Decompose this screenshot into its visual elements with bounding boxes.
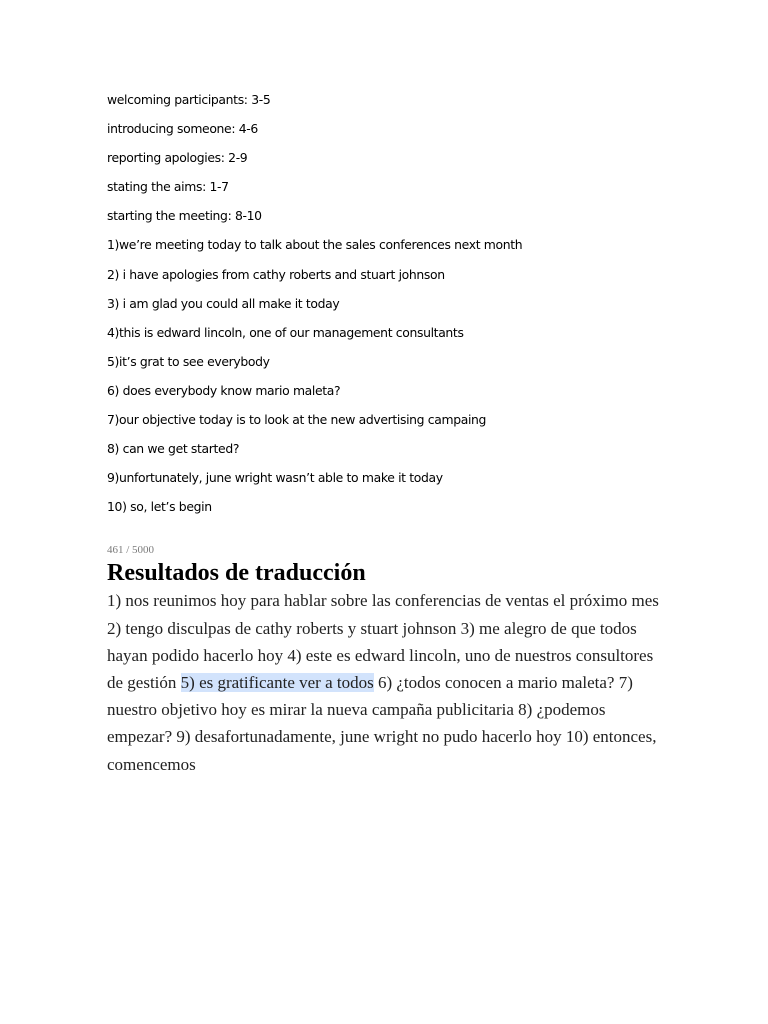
phrase-line-10: 10) so, let’s begin [107, 499, 212, 515]
translation-text-after: 6) ¿todos conocen a mario maleta? 7) nuestro objetivo hoy es mirar la nueva campaña publicitaria 8) ¿podemos empezar? 9) desafortunadamente, june wright no pudo hacerlo hoy 10) entonces, comencemos [107, 673, 657, 774]
phrase-line-7: 7)our objective today is to look at the new advertising campaing [107, 412, 487, 428]
highlighted-selection[interactable]: 5) es gratificante ver a todos [180, 673, 374, 693]
phrase-line-3: 3) i am glad you could all make it today [107, 295, 340, 311]
section-line-apologies: reporting apologies: 2-9 [107, 150, 248, 166]
phrase-line-8: 8) can we get started? [107, 441, 240, 457]
section-line-introducing: introducing someone: 4-6 [107, 121, 258, 137]
section-line-starting: starting the meeting: 8-10 [107, 208, 262, 224]
phrase-line-6: 6) does everybody know mario maleta? [107, 382, 341, 398]
section-line-aims: stating the aims: 1-7 [107, 179, 229, 195]
translation-heading: Resultados de traducción [107, 560, 366, 587]
character-counter: 461 / 5000 [107, 544, 155, 557]
document-page [107, 88, 667, 778]
phrase-line-1: 1)we’re meeting today to talk about the sales conferences next month [107, 237, 523, 253]
phrase-line-2: 2) i have apologies from cathy roberts and stuart johnson [107, 266, 445, 282]
translation-text[interactable] [107, 587, 663, 777]
phrase-line-5: 5)it’s grat to see everybody [107, 353, 270, 369]
section-line-welcoming: welcoming participants: 3-5 [107, 92, 271, 107]
phrase-line-4: 4)this is edward lincoln, one of our management consultants [107, 324, 464, 340]
translation-text-before: 1) nos reunimos hoy para hablar sobre las conferencias de ventas el próximo mes 2) tengo disculpas de cathy roberts y stuart johnson 3) me alegro de que todos hayan podido hacerlo hoy 4) este es edward lincoln, uno de nuestros consultores de gestión [107, 591, 659, 693]
phrase-line-9: 9)unfortunately, june wright wasn’t able to make it today [107, 470, 443, 486]
